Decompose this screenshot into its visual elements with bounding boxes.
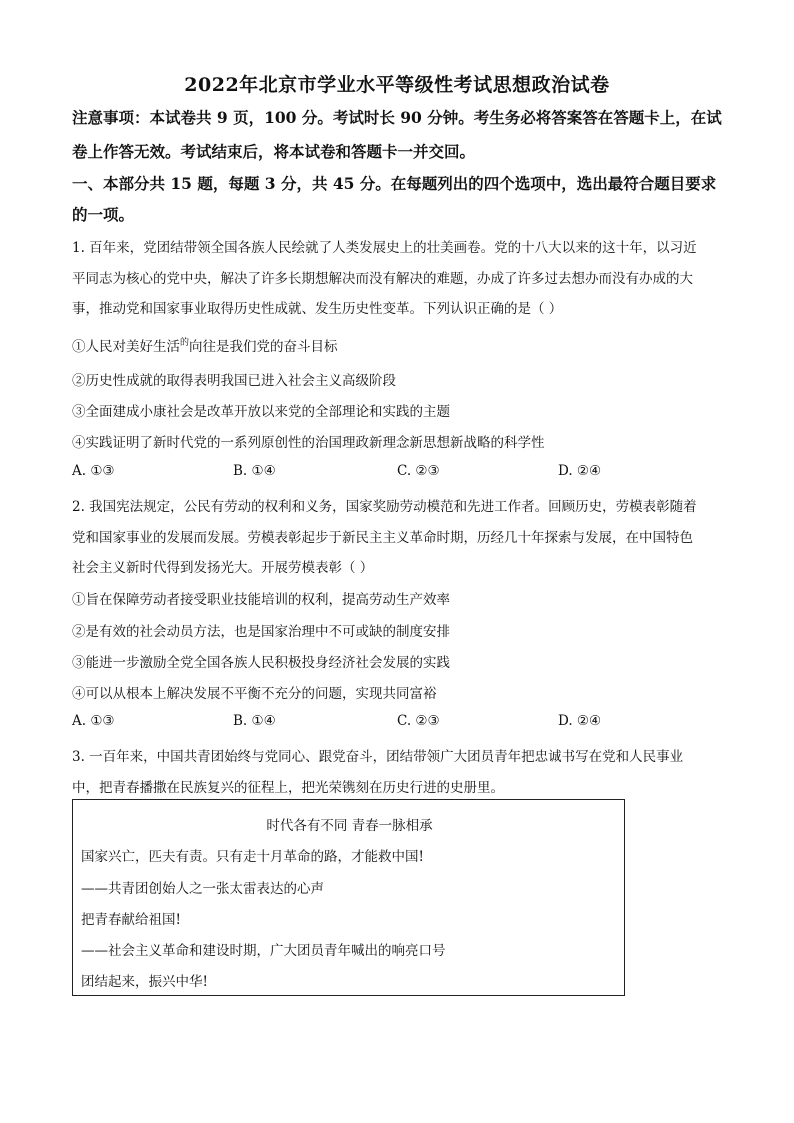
q3-box-line-4: ——社会主义革命和建设时期，广大团员青年喊出的响亮口号 bbox=[81, 943, 446, 959]
q2-item-4: ④可以从根本上解决发展不平衡不充分的问题，实现共同富裕 bbox=[72, 686, 437, 702]
q3-box-line-3: 把青春献给祖国! bbox=[81, 912, 181, 928]
notice-line-1: 注意事项：本试卷共 9 页，100 分。考试时长 90 分钟。考生务必将答案答在答题卡上，在试 bbox=[72, 108, 722, 127]
q1-item-2: ②历史性成就的取得表明我国已进入社会主义高级阶段 bbox=[72, 373, 396, 389]
q2-option-c[interactable]: C. ②③ bbox=[397, 713, 440, 729]
q2-stem-line-2: 党和国家事业的发展而发展。劳模表彰起步于新民主主义革命时期，历经几十年探索与发展，在中国特色 bbox=[72, 530, 693, 546]
q3-stem-line-2: 中，把青春播撒在民族复兴的征程上，把光荣镌刻在历史行进的史册里。 bbox=[72, 780, 504, 796]
q3-box-line-5: 团结起来，振兴中华! bbox=[81, 974, 208, 990]
q1-item-4: ④实践证明了新时代党的一系列原创性的治国理政新理念新思想新战略的科学性 bbox=[72, 435, 545, 451]
q1-item-1-text-a: ①人民对美好生活 bbox=[72, 339, 180, 355]
q3-box-title: 时代各有不同 青春一脉相承 bbox=[266, 818, 433, 834]
q1-option-c[interactable]: C. ②③ bbox=[397, 463, 440, 479]
q3-box-line-1: 国家兴亡，匹夫有责。只有走十月革命的路，才能救中国! bbox=[81, 849, 424, 865]
section-heading-line-1: 一、本部分共 15 题，每题 3 分，共 45 分。在每题列出的四个选项中，选出最符合题目要求 bbox=[72, 174, 717, 193]
q1-stem-line-1: 1. 百年来，党团结带领全国各族人民绘就了人类发展史上的壮美画卷。党的十八大以来的这十年，以习近 bbox=[72, 240, 697, 256]
q2-item-1: ①旨在保障劳动者接受职业技能培训的权利，提高劳动生产效率 bbox=[72, 592, 450, 608]
notice-line-2: 卷上作答无效。考试结束后，将本试卷和答题卡一并交回。 bbox=[72, 142, 476, 161]
q2-option-b[interactable]: B. ①④ bbox=[233, 713, 276, 729]
q2-option-d[interactable]: D. ②④ bbox=[558, 713, 602, 729]
q2-item-2: ②是有效的社会动员方法，也是国家治理中不可或缺的制度安排 bbox=[72, 624, 450, 640]
q1-item-1-superscript: 的 bbox=[180, 338, 190, 348]
q3-material-box bbox=[72, 799, 625, 996]
q2-item-3: ③能进一步激励全党全国各族人民积极投身经济社会发展的实践 bbox=[72, 655, 450, 671]
q1-item-1 bbox=[72, 335, 338, 355]
q1-stem-line-3: 事，推动党和国家事业取得历史性成就、发生历史性变革。下列认识正确的是（ ） bbox=[72, 301, 563, 317]
q2-stem-line-3: 社会主义新时代得到发扬光大。开展劳模表彰（ ） bbox=[72, 560, 374, 576]
q1-option-d[interactable]: D. ②④ bbox=[558, 463, 602, 479]
q1-option-b[interactable]: B. ①④ bbox=[233, 463, 276, 479]
q2-option-a[interactable]: A. ①③ bbox=[72, 713, 115, 729]
q1-stem-line-2: 平同志为核心的党中央，解决了许多长期想解决而没有解决的难题，办成了许多过去想办而没有办成的大 bbox=[72, 271, 693, 287]
q2-stem-line-1: 2. 我国宪法规定，公民有劳动的权利和义务，国家奖励劳动模范和先进工作者。回顾历史，劳模表彰随着 bbox=[72, 499, 697, 515]
q1-option-a[interactable]: A. ①③ bbox=[72, 463, 115, 479]
q1-item-3: ③全面建成小康社会是改革开放以来党的全部理论和实践的主题 bbox=[72, 404, 450, 420]
section-heading-line-2: 的一项。 bbox=[72, 205, 135, 224]
q3-box-line-2: ——共青团创始人之一张太雷表达的心声 bbox=[81, 881, 324, 897]
q1-item-1-text-b: 向往是我们党的奋斗目标 bbox=[189, 339, 338, 355]
q3-stem-line-1: 3. 一百年来，中国共青团始终与党同心、跟党奋斗，团结带领广大团员青年把忠诚书写在党和人民事业 bbox=[72, 749, 684, 765]
exam-title: 2022年北京市学业水平等级性考试思想政治试卷 bbox=[184, 74, 610, 96]
